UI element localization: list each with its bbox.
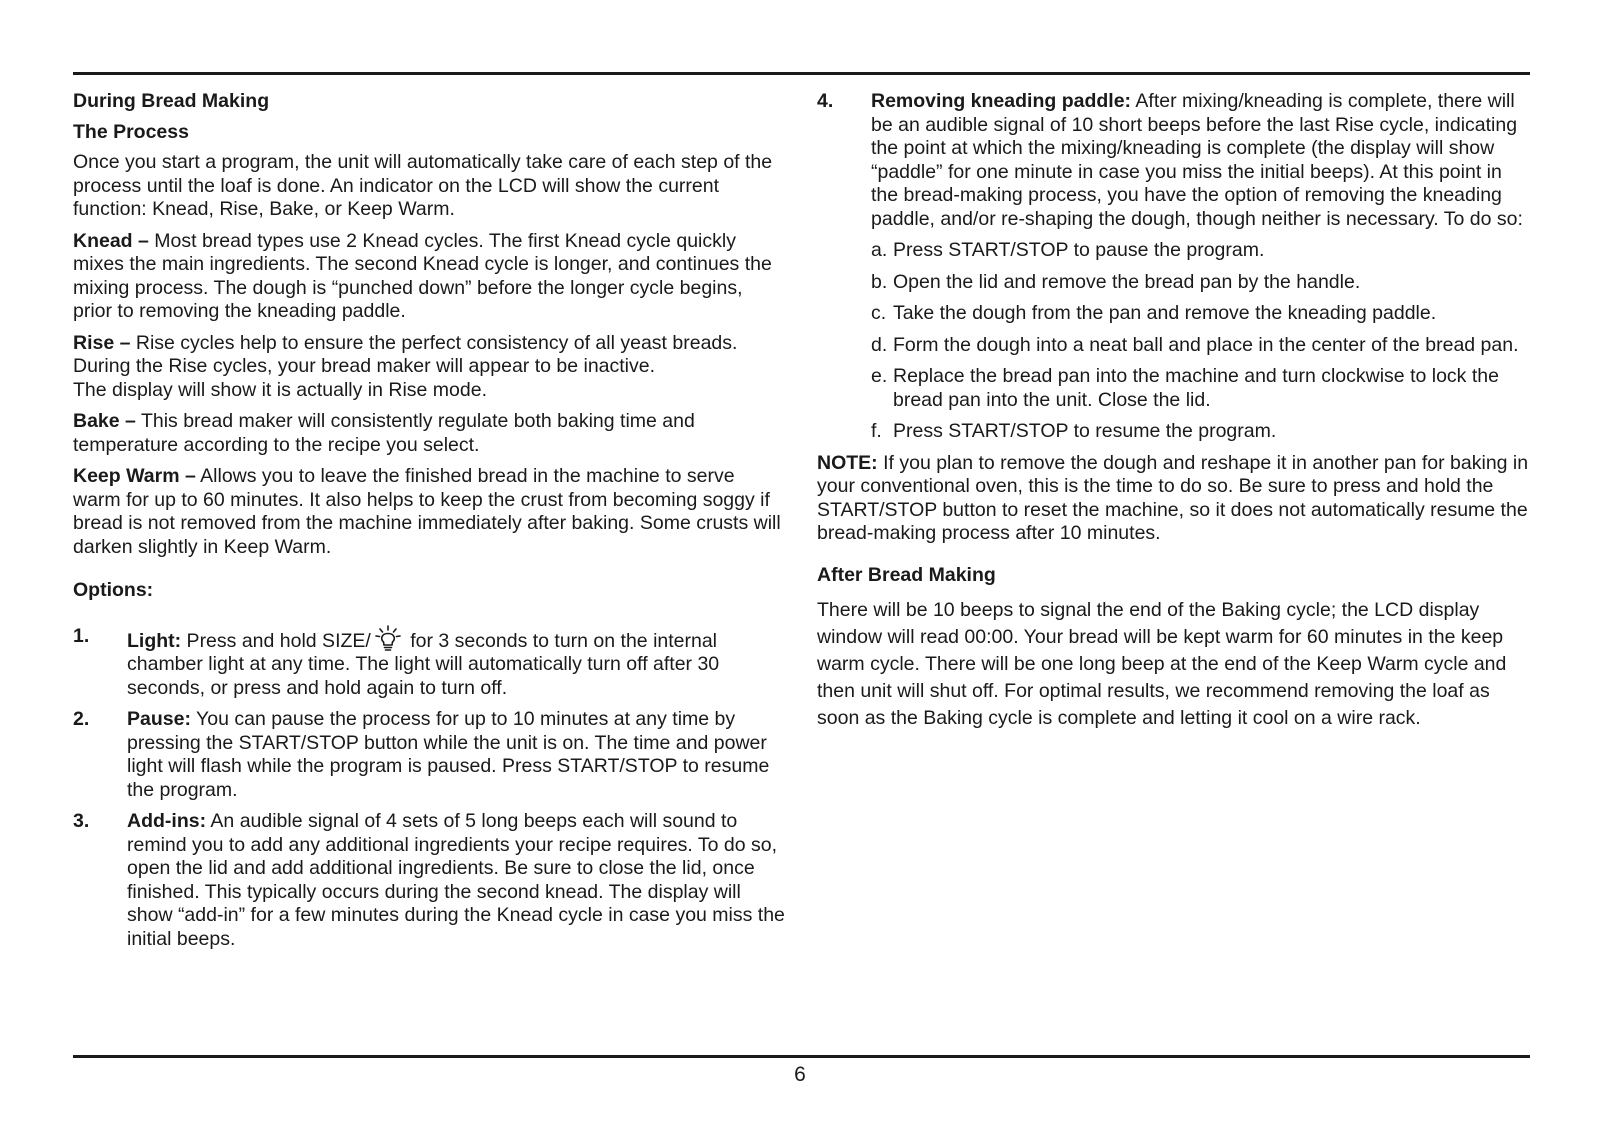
knead-paragraph — [73, 230, 785, 324]
step-item — [871, 239, 1530, 263]
section-heading: During Bread Making — [73, 90, 270, 112]
option-item-removing-paddle — [817, 90, 1530, 231]
rise-label: Rise – — [73, 331, 131, 354]
intro-paragraph: Once you start a program, the unit will automatically take care of each step of the process until the loaf is done. An indicator on the LCD will show the current function: Knead, Rise, Bake, or Keep Warm. — [73, 151, 773, 220]
step-text: Press START/STOP to resume the program. — [893, 420, 1277, 442]
step-text: Take the dough from the pan and remove the kneading paddle. — [893, 302, 1437, 324]
rise-text: Rise cycles help to ensure the perfect consistency of all yeast breads. During the Rise cycles, your bread maker will appear to be inactive. — [73, 331, 738, 377]
note-text: If you plan to remove the dough and reshape it in another pan for baking in your conventional oven, this is the time to do so. Be sure to press and hold the START/STOP button to reset the machine, so it does not automatically resume the bread-making process after 10 minutes. — [817, 451, 1529, 544]
option-label: Add-ins: — [127, 810, 207, 832]
bake-paragraph — [73, 410, 785, 457]
option-item-light — [73, 625, 785, 701]
option-text: An audible signal of 4 sets of 5 long beeps each will sound to remind you to add any additional ingredients your recipe requires. To do so, open the lid and add additional ingredients. Be sure to close the lid, once finished. This typically occurs during the second knead. The display will show “add-in” for a few minutes during the Knead cycle in case you miss the initial beeps. — [127, 810, 785, 950]
keep-warm-label: Keep Warm – — [73, 465, 196, 487]
options-heading: Options: — [73, 579, 154, 601]
subsection-heading: The Process — [73, 120, 189, 143]
after-heading: After Bread Making — [817, 563, 996, 586]
step-letter: c. — [871, 302, 887, 324]
keep-warm-paragraph — [73, 465, 785, 559]
option-body — [871, 90, 1530, 231]
option-item-pause — [73, 708, 785, 802]
option-number: 3. — [73, 810, 90, 832]
left-column — [73, 90, 785, 959]
option-body — [127, 810, 785, 951]
option-text: You can pause the process for up to 10 minutes at any time by pressing the START/STOP button while the unit is on. The time and power light will flash while the program is paused. Press START/STOP to resume the program. — [127, 708, 770, 801]
knead-label: Knead – — [73, 229, 149, 252]
note-paragraph — [817, 452, 1530, 546]
option-text: After mixing/kneading is complete, there will be an audible signal of 10 short beeps before the last Rise cycle, indicating the point at which the mixing/kneading is complete (the display will show “paddle” for one minute in case you miss the initial beeps). At this point in the bread-making process, you have the option of removing the kneading paddle, and/or re-shaping the dough, though neither is necessary. To do so: — [871, 90, 1523, 230]
step-item — [871, 271, 1530, 295]
step-item — [871, 420, 1530, 444]
step-letter: d. — [871, 333, 888, 356]
option-label: Removing kneading paddle: — [871, 90, 1132, 112]
after-bread-making-section — [817, 564, 1530, 733]
option-body — [127, 708, 785, 802]
right-column — [817, 90, 1530, 740]
step-letter: a. — [871, 239, 888, 261]
option-text: Press and hold SIZE/ — [181, 629, 371, 652]
note-label: NOTE: — [817, 451, 878, 474]
top-rule — [73, 72, 1530, 75]
step-letter: e. — [871, 365, 888, 387]
option-item-add-ins — [73, 810, 785, 951]
light-bulb-icon — [373, 625, 403, 651]
option-label: Pause: — [127, 708, 191, 730]
step-item — [871, 334, 1530, 358]
after-paragraph: There will be 10 beeps to signal the end of the Baking cycle; the LCD display window will read 00:00. Your bread will be kept warm for 60 minutes in the keep warm cycle. There will be one long beep at the end of the Keep Warm cycle and then unit will shut off. For optimal results, we recommend removing the loaf as soon as the Baking cycle is complete and letting it cool on a wire rack. — [817, 599, 1507, 729]
step-text: Open the lid and remove the bread pan by the handle. — [893, 270, 1361, 293]
bottom-rule — [73, 1055, 1530, 1058]
option-number: 4. — [817, 90, 834, 112]
option-text-after: for 3 seconds to turn on the internal chamber light at any time. The light will automatically turn off after 30 seconds, or press and hold again to turn off. — [127, 629, 720, 699]
step-text: Form the dough into a neat ball and place in the center of the bread pan. — [893, 333, 1519, 356]
option-body — [127, 625, 785, 701]
page-number: 6 — [794, 1063, 806, 1086]
option-number: 1. — [73, 624, 90, 647]
step-letter: b. — [871, 270, 888, 293]
step-item — [871, 302, 1530, 326]
step-text: Replace the bread pan into the machine and turn clockwise to lock the bread pan into the unit. Close the lid. — [893, 365, 1499, 411]
option-label: Light: — [127, 629, 182, 652]
knead-text: Most bread types use 2 Knead cycles. The first Knead cycle quickly mixes the main ingredients. The second Knead cycle is longer, and continues the mixing process. The dough is “punched down” before the longer cycle begins, prior to removing the kneading paddle. — [73, 229, 772, 322]
step-item — [871, 365, 1530, 412]
bake-text: This bread maker will consistently regulate both baking time and temperature according to the recipe you select. — [73, 410, 695, 456]
keep-warm-text: Allows you to leave the finished bread in the machine to serve warm for up to 60 minutes. It also helps to keep the crust from becoming soggy if bread is not removed from the machine immediately after baking. Some crusts will darken slightly in Keep Warm. — [73, 465, 781, 558]
bake-label: Bake – — [73, 410, 136, 432]
rise-paragraph — [73, 332, 785, 403]
step-letter: f. — [871, 420, 882, 442]
step-text: Press START/STOP to pause the program. — [893, 239, 1265, 261]
option-number: 2. — [73, 708, 90, 730]
rise-text-2: The display will show it is actually in Rise mode. — [73, 378, 487, 401]
